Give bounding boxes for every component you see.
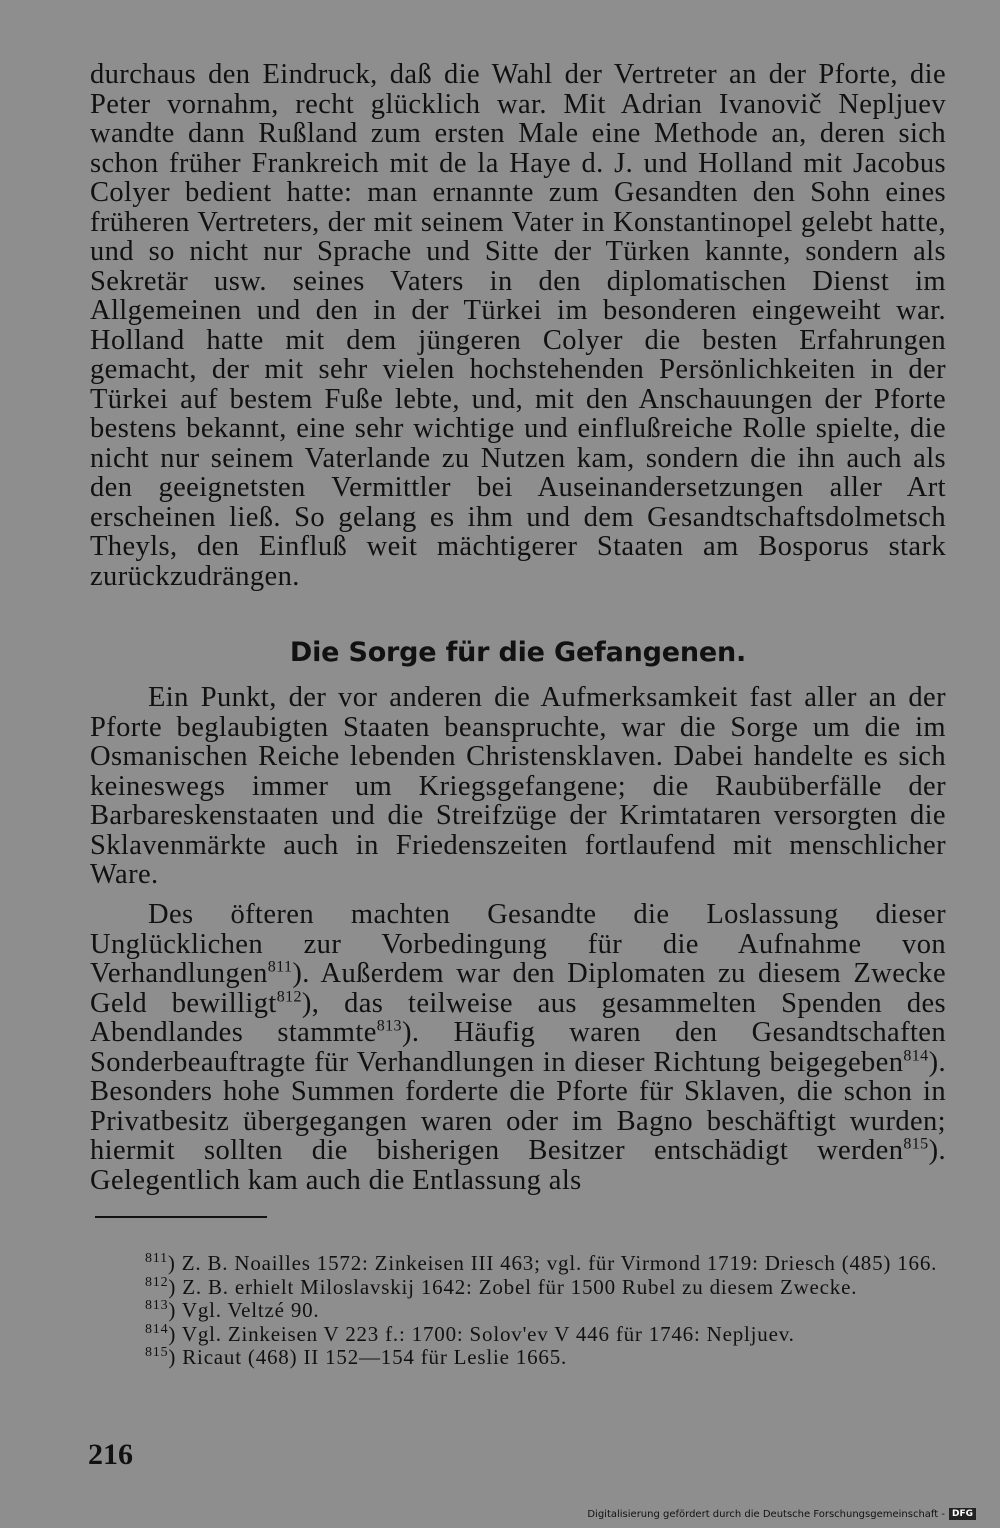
body-paragraph: Des öfteren machten Gesandte die Loslassung dieser Unglücklichen zur Vorbedingung für die Aufnahme von Verhandlungen$^{811}$). Außerdem war den Diplomaten zu diesem Zwecke Geld bewilligt$^{812}$), das teilweise aus gesammelten Spenden des Abendlandes stammte$^{813}$). Häufig waren den Gesandtschaften Sonderbeauftragte für Verhandlungen in dieser Richtung beigegeben$^{814}$). Besonders hohe Summen forderte die Pforte für Sklaven, die schon in Privatbesitz übergegangen waren oder im Bagno beschäftigt wurden; hiermit sollten die bisherigen Besitzer entschädigt werden$^{815}$). Gelegentlich kam auch die Entlassung als bbox=[90, 899, 947, 1196]
footnote-divider bbox=[95, 1216, 267, 1218]
paragraph-block-3 bbox=[90, 900, 946, 1195]
section-heading: Die Sorge für die Gefangenen. bbox=[289, 637, 747, 668]
footnote-text: Vgl. Zinkeisen V 223 f.: 1700: Solov'ev V 446 für 1746: Nepljuev. bbox=[181, 1321, 795, 1346]
footnote-text: Ricaut (468) II 152—154 für Leslie 1665. bbox=[182, 1345, 568, 1369]
footnote: $^{811}$) Z. B. Noailles 1572: Zinkeisen III 463; vgl. für Virmond 1719: Driesch (485) 166. bbox=[145, 1251, 938, 1275]
text-segment: . Häufig waren den Gesandtschaften Sonderbeauftragte für Verhandlungen in dieser Richtung beigegeben bbox=[90, 1017, 946, 1078]
footnote-reference: 814 bbox=[903, 1047, 929, 1064]
paragraph-block-1 bbox=[90, 60, 946, 591]
footnotes bbox=[95, 1252, 946, 1370]
footnote: $^{814}$) Vgl. Zinkeisen V 223 f.: 1700: Solov'ev V 446 für 1746: Nepljuev. bbox=[145, 1321, 795, 1346]
footnote-reference: 811 bbox=[267, 958, 293, 976]
text-segment: . Gelegentlich kam auch die Entlassung als bbox=[90, 1135, 946, 1196]
credit-text: Digitalisierung gefördert durch die Deutsche Forschungsgemeinschaft - bbox=[587, 1508, 945, 1520]
text-segment: , das teilweise aus gesammelten Spenden des Abendlandes stammte bbox=[90, 987, 947, 1048]
footnote: $^{813}$) Vgl. Veltzé 90. bbox=[145, 1298, 320, 1322]
body-paragraph: Ein Punkt, der vor anderen die Aufmerksamkeit fast aller an der Pforte beglaubigten Staaten beanspruchte, war die Sorge um die im Osmanischen Reiche lebenden Christensklaven. Dabei handelte es sich keineswegs immer um Kriegsgefangene; die Raubüberfälle der Barbareskenstaaten und die Streifzüge der Krimtataren versorgten die Sklavenmärkte auch in Friedenszeiten fortlaufend mit menschlicher Ware. bbox=[90, 682, 946, 890]
footnote-reference: 815 bbox=[903, 1135, 929, 1153]
footnote-text: Z. B. Noailles 1572: Zinkeisen III 463; vgl. für Virmond 1719: Driesch (485) 166. bbox=[181, 1251, 938, 1275]
body-paragraph: durchaus den Eindruck, daß die Wahl der Vertreter an der Pforte, die Peter vornahm, recht glücklich war. Mit Adrian Ivanovič Nepljuev wandte dann Rußland zum ersten Male eine Methode an, deren sich schon früher Frankreich mit de la Haye d. J. und Holland mit Jacobus Colyer bedient hatte: man ernannte zum Gesandten den Sohn eines früheren Vertreters, der mit seinem Vater in Konstantinopel gelebt hatte, und so nicht nur Sprache und Sitte der Türken kannte, sondern als Sekretär usw. seines Vaters in den diplomatischen Dienst im Allgemeinen und den in der Türkei im besonderen eingeweiht war. Holland hatte mit dem jüngeren Colyer die besten Erfahrungen gemacht, der mit sehr vielen hochstehenden Persönlichkeiten in der Türkei auf bestem Fuße lebte, und, mit den Anschauungen der Pforte bestens bekannt, eine sehr wichtige und einflußreiche Rolle spielte, die nicht nur seinem Vaterlande zu Nutzen kam, sondern die ihn auch als den geeignetsten Vermittler bei Auseinandersetzungen aller Art erscheinen ließ. So gelang es ihm und dem Gesandtschaftsdolmetsch Theyls, den Einfluß weit mächtigerer Staaten am Bosporus stark zurückzudrängen. bbox=[90, 59, 946, 592]
digitization-credit bbox=[587, 1508, 976, 1520]
footnote-mark: 813 bbox=[145, 1298, 169, 1313]
footnote-mark: 812 bbox=[145, 1274, 169, 1290]
text-segment: . Außerdem war den Diplomaten zu diesem Zwecke Geld bewilligt bbox=[90, 958, 946, 1019]
footnote: $^{815}$) Ricaut (468) II 152—154 für Leslie 1665. bbox=[145, 1345, 568, 1369]
footnote-reference: 812 bbox=[276, 988, 302, 1005]
footnote-mark: 814 bbox=[145, 1321, 169, 1337]
footnote: $^{812}$) Z. B. erhielt Miloslavskij 1642: Zobel für 1500 Rubel zu diesem Zwecke. bbox=[145, 1274, 858, 1299]
footnote-mark: 811 bbox=[145, 1251, 168, 1266]
text-segment: Des öfteren machten Gesandte die Loslassung dieser Unglücklichen zur Vorbedingung für die Aufnahme von Verhandlungen bbox=[90, 899, 946, 989]
paragraph-block-2 bbox=[90, 683, 946, 890]
text-segment: . Besonders hohe Summen forderte die Pforte für Sklaven, die schon in Privatbesitz übergegangen waren oder im Bagno beschäftigt wurden; hiermit sollten die bisherigen Besitzer entschädigt werden bbox=[90, 1046, 946, 1166]
page-number: 216 bbox=[88, 1438, 133, 1471]
footnote-text: Z. B. erhielt Miloslavskij 1642: Zobel für 1500 Rubel zu diesem Zwecke. bbox=[182, 1274, 858, 1299]
footnote-reference: 813 bbox=[376, 1017, 402, 1035]
dfg-logo: DFG bbox=[949, 1508, 976, 1520]
footnote-mark: 815 bbox=[145, 1345, 169, 1360]
footnote-text: Vgl. Veltzé 90. bbox=[181, 1298, 320, 1322]
